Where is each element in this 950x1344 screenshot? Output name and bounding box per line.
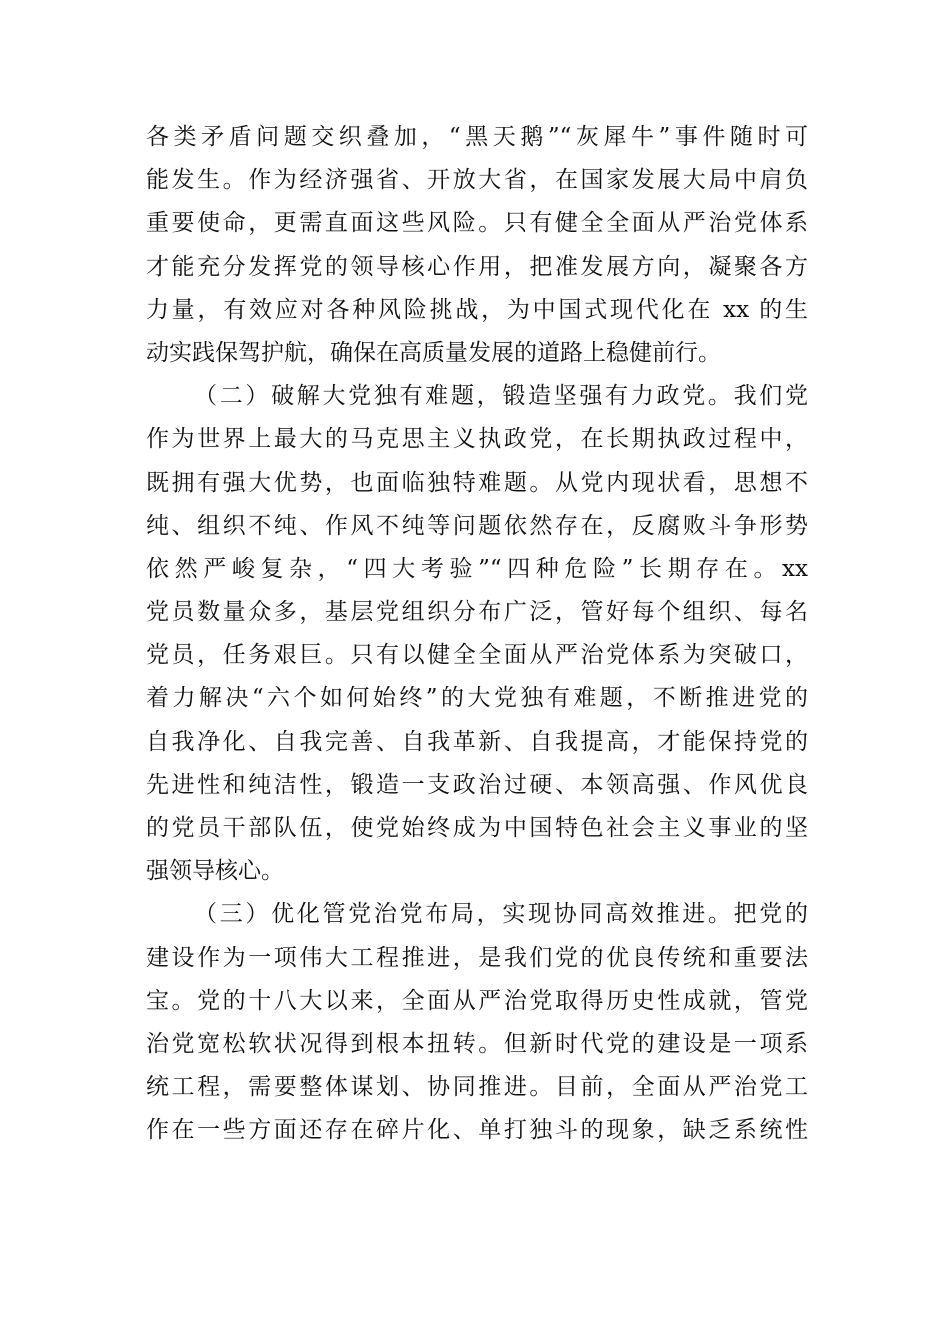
paragraph-heading-line: （三）优化管党治党布局，实现协同高效推进。把党的 bbox=[194, 901, 808, 928]
text-line: 党员，任务艰巨。只有以健全全面从严治党体系为突破口， bbox=[146, 642, 808, 669]
text-line: 强领导核心。 bbox=[146, 858, 284, 885]
text-line: 建设作为一项伟大工程推进，是我们党的优良传统和重要法 bbox=[146, 944, 808, 971]
text-line: 先进性和纯洁性，锻造一支政治过硬、本领高强、作风优良 bbox=[146, 771, 808, 798]
text-line: 力量，有效应对各种风险挑战，为中国式现代化在 xx 的生 bbox=[146, 296, 808, 323]
text-line: 能发生。作为经济强省、开放大省，在国家发展大局中肩负 bbox=[146, 167, 808, 194]
text-line: 作为世界上最大的马克思主义执政党，在长期执政过程中， bbox=[146, 426, 808, 453]
text-line: 宝。党的十八大以来，全面从严治党取得历史性成就，管党 bbox=[146, 987, 808, 1014]
text-line: 的党员干部队伍，使党始终成为中国特色社会主义事业的坚 bbox=[146, 815, 808, 841]
document-body bbox=[146, 116, 808, 1153]
text-line: 治党宽松软状况得到根本扭转。但新时代党的建设是一项系 bbox=[146, 1030, 808, 1057]
text-line: 纯、组织不纯、作风不纯等问题依然存在，反腐败斗争形势 bbox=[146, 512, 808, 539]
text-line: 作在一些方面还存在碎片化、单打独斗的现象，缺乏系统性 bbox=[146, 1117, 808, 1144]
text-line: 重要使命，更需直面这些风险。只有健全全面从严治党体系 bbox=[146, 210, 808, 237]
text-line: 着力解决“六个如何始终”的大党独有难题，不断推进党的 bbox=[146, 685, 808, 712]
text-line: 党员数量众多，基层党组织分布广泛，管好每个组织、每名 bbox=[146, 599, 808, 626]
text-line: 既拥有强大优势，也面临独特难题。从党内现状看，思想不 bbox=[146, 469, 808, 496]
text-line: 才能充分发挥党的领导核心作用，把准发展方向，凝聚各方 bbox=[146, 253, 808, 280]
text-line: 各类矛盾问题交织叠加，“黑天鹅”“灰犀牛”事件随时可 bbox=[146, 124, 808, 150]
paragraph-heading-line: （二）破解大党独有难题，锻造坚强有力政党。我们党 bbox=[194, 383, 808, 410]
text-line: 自我净化、自我完善、自我革新、自我提高，才能保持党的 bbox=[146, 728, 808, 755]
text-line: 依然严峻复杂，“四大考验”“四种危险”长期存在。xx bbox=[146, 555, 808, 582]
text-line: 动实践保驾护航，确保在高质量发展的道路上稳健前行。 bbox=[146, 339, 721, 366]
text-line: 统工程，需要整体谋划、协同推进。目前，全面从严治党工 bbox=[146, 1074, 808, 1101]
